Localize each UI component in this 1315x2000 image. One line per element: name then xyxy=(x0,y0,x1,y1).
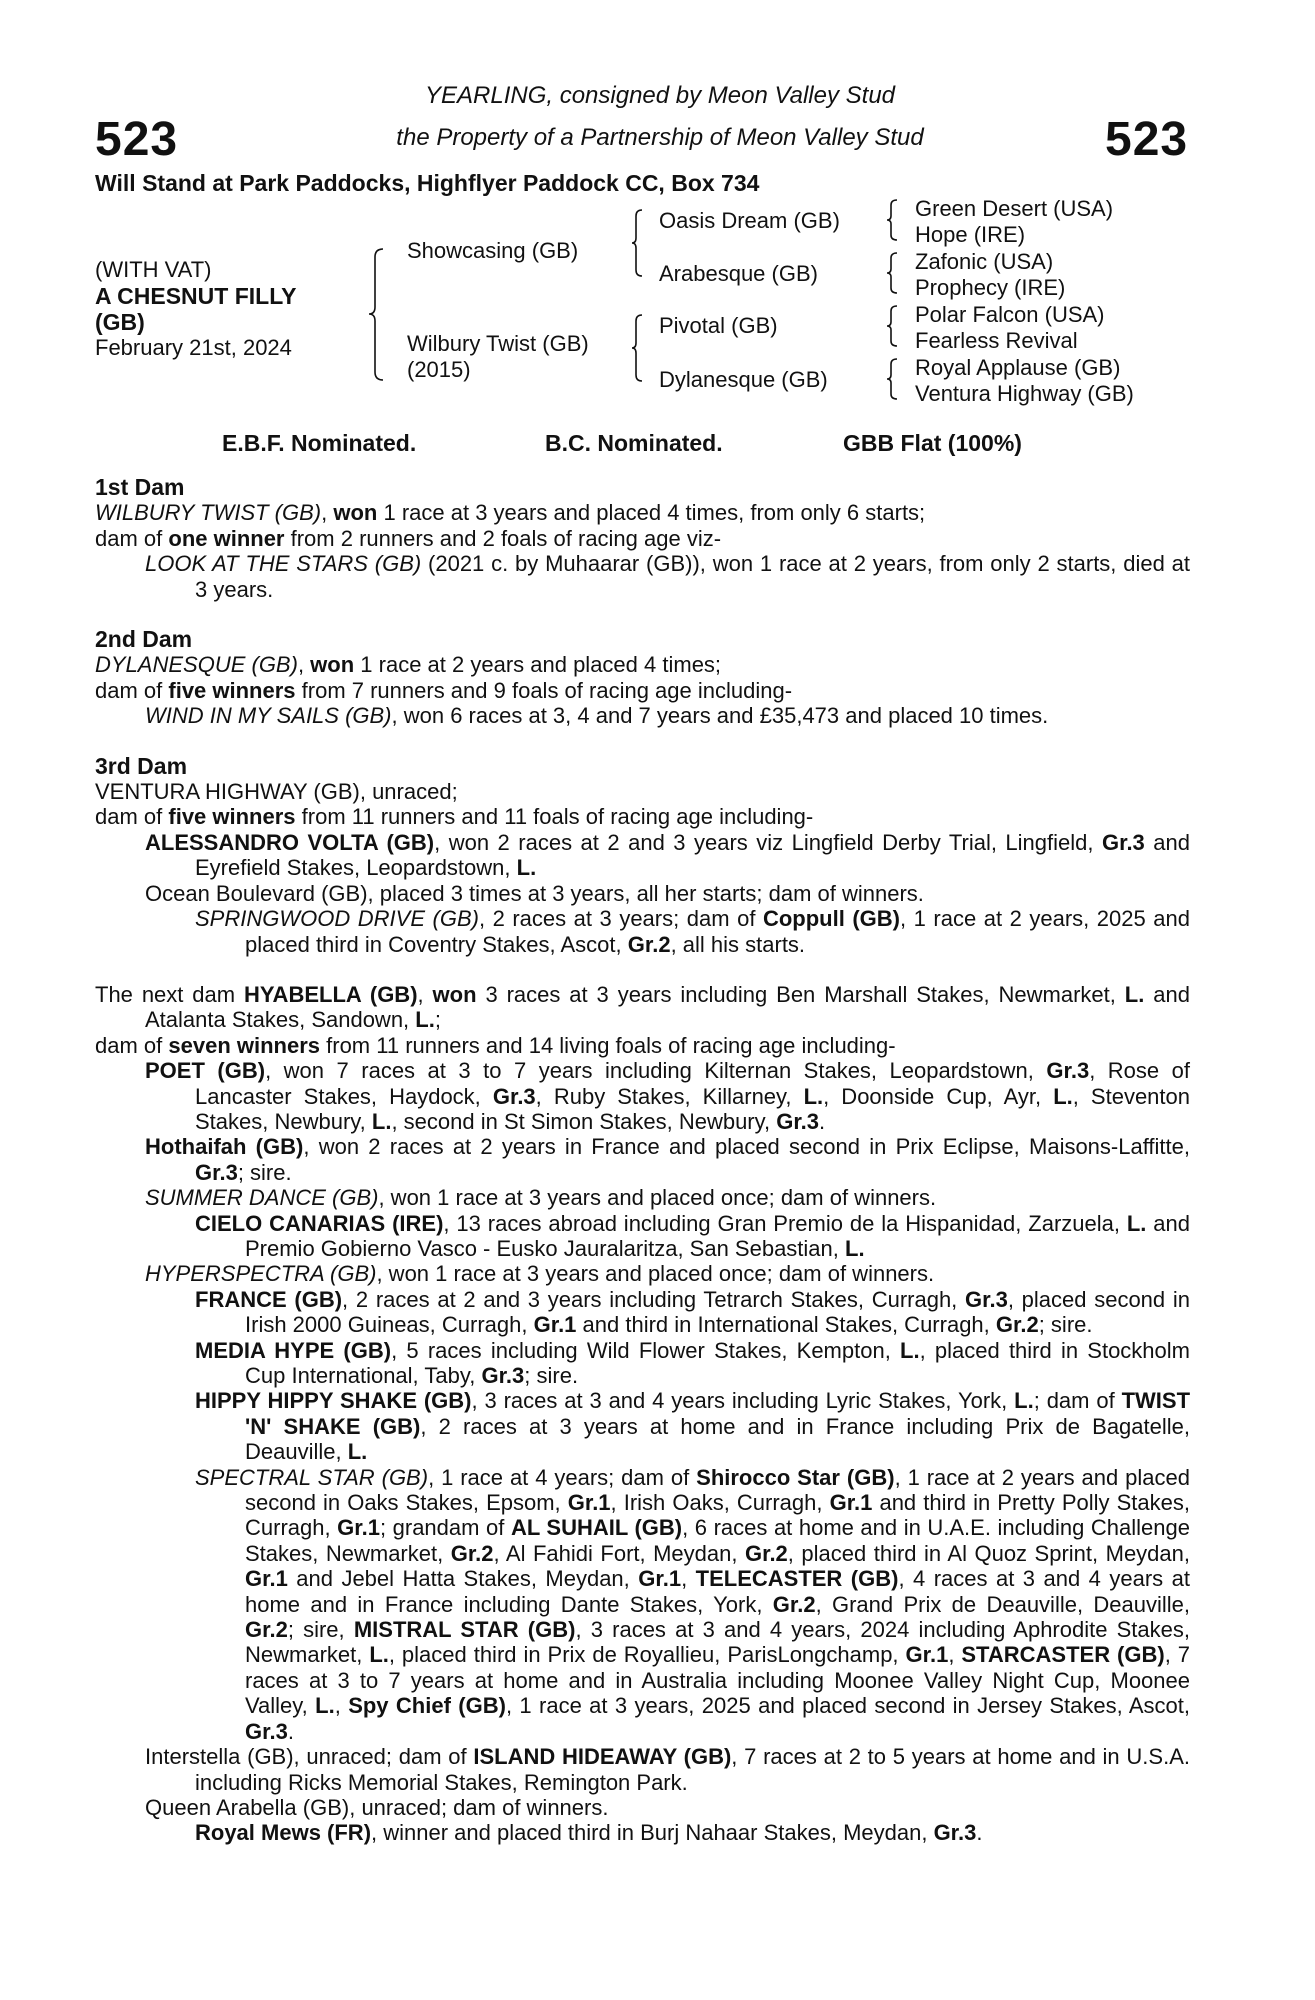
third-dam-produce: dam of five winners from 11 runners and 11 foals of racing age including- xyxy=(95,804,814,830)
first-dam-heading: 1st Dam xyxy=(95,474,185,500)
horse-origin: (GB) xyxy=(95,309,145,335)
property-line: the Property of a Partnership of Meon Valley Stud xyxy=(396,124,924,151)
grandfoal-media-hype: MEDIA HYPE (GB), 5 races including Wild Flower Stakes, Kempton, L., placed third in Stockholm Cup International, Taby, Gr.3; sire. xyxy=(195,1337,1190,1388)
sire-sire: Oasis Dream (GB) xyxy=(659,208,840,233)
third-dam-heading: 3rd Dam xyxy=(95,752,188,779)
sire-name: Showcasing (GB) xyxy=(407,238,579,263)
first-dam-produce: dam of one winner from 2 runners and 2 foals of racing age viz- xyxy=(95,525,722,551)
dds: Royal Applause (GB) xyxy=(915,355,1121,380)
bracket-gen1 xyxy=(367,247,387,382)
next-dam-produce: dam of seven winners from 11 runners and 14 living foals of racing age including- xyxy=(95,1032,896,1058)
third-dam-grandfoal-springwood: SPRINGWOOD DRIVE (GB), 2 races at 3 years; dam of Coppull (GB), 1 race at 2 years, 2025 and placed third in Coventry Stakes, Ascot, Gr.2, all his starts. xyxy=(195,906,1190,957)
bracket-dd xyxy=(885,357,901,401)
foal-poet: POET (GB), won 7 races at 3 to 7 years including Kilternan Stakes, Leopardstown, Gr.3, Rose of Lancaster Stakes, Haydock, Gr.3, Ruby Stakes, Killarney, L., Doonside Cup, Ayr, L., Steventon Stakes, Newbury, L., second in St Simon Stakes, Newbury, Gr.3. xyxy=(145,1058,1191,1134)
first-dam-line: WILBURY TWIST (GB), won 1 race at 3 years and placed 4 times, from only 6 starts; xyxy=(95,500,926,526)
pedigree-table xyxy=(95,196,1215,420)
bracket-ds xyxy=(885,304,901,348)
bracket-sire xyxy=(630,208,646,278)
dss: Polar Falcon (USA) xyxy=(915,302,1105,327)
dam-year: (2015) xyxy=(407,357,471,382)
horse-name: A CHESNUT FILLY xyxy=(95,283,297,309)
ssd: Hope (IRE) xyxy=(915,222,1026,247)
third-dam-foal-ocean: Ocean Boulevard (GB), placed 3 times at 3 years, all her starts; dam of winners. xyxy=(145,880,924,906)
bracket-sd xyxy=(885,251,901,295)
gbb-flat: GBB Flat (100%) xyxy=(843,430,1022,456)
grandfoal-hippy-hippy-shake: HIPPY HIPPY SHAKE (GB), 3 races at 3 and 4 years including Lyric Stakes, York, L.; dam of TWIST 'N' SHAKE (GB), 2 races at 3 years at home and in France including Prix de Bagatelle, Deauville, L. xyxy=(195,1388,1191,1465)
sds: Zafonic (USA) xyxy=(915,249,1054,274)
dam-dam: Dylanesque (GB) xyxy=(659,367,828,392)
foal-hyperspectra: HYPERSPECTRA (GB), won 1 race at 3 years and placed once; dam of winners. xyxy=(145,1261,935,1287)
second-dam-foal: WIND IN MY SAILS (GB), won 6 races at 3, 4 and 7 years and £35,473 and placed 10 times. xyxy=(145,703,1049,729)
dam-name: Wilbury Twist (GB) xyxy=(407,331,589,356)
sss: Green Desert (USA) xyxy=(915,196,1114,221)
lot-number-left: 523 xyxy=(95,113,179,166)
foal-queen-arabella: Queen Arabella (GB), unraced; dam of winners. xyxy=(145,1794,609,1820)
ddd: Ventura Highway (GB) xyxy=(915,381,1134,406)
next-dam-line: The next dam HYABELLA (GB), won 3 races at 3 years including Ben Marshall Stakes, Newmarket, L. and Atalanta Stakes, Sandown, L.; xyxy=(95,981,1190,1033)
third-dam-line: VENTURA HIGHWAY (GB), unraced; xyxy=(95,779,458,805)
second-dam-line: DYLANESQUE (GB), won 1 race at 2 years and placed 4 times; xyxy=(95,652,722,678)
second-dam-produce: dam of five winners from 7 runners and 9 foals of racing age including- xyxy=(95,677,793,703)
grandfoal-spectral-star: SPECTRAL STAR (GB), 1 race at 4 years; dam of Shirocco Star (GB), 1 race at 2 years and placed second in Oaks Stakes, Epsom, Gr.1, Irish Oaks, Curragh, Gr.1 and third in Pretty Polly Stakes, Curragh, Gr.1; grandam of AL SUHAIL (GB), 6 races at home and in U.A.E. including Challenge Stakes, Newmarket, Gr.2, Al Fahidi Fort, Meydan, Gr.2, placed third in Al Quoz Sprint, Meydan, Gr.1 and Jebel Hatta Stakes, Meydan, Gr.1, TELECASTER (GB), 4 races at 3 and 4 years at home and in France including Dante Stakes, York, Gr.2, Grand Prix de Deauville, Deauville, Gr.2; sire, MISTRAL STAR (GB), 3 races at 3 and 4 years, 2024 including Aphrodite Stakes, Newmarket, L., placed third in Prix de Royallieu, ParisLongchamp, Gr.1, STARCASTER (GB), 7 races at 3 to 7 years at home and in Australia including Moonee Valley Night Cup, Moonee Valley, L., Spy Chief (GB), 1 race at 3 years, 2025 and placed second in Jersey Stakes, Ascot, Gr.3. xyxy=(195,1464,1191,1744)
ebf-nomination: E.B.F. Nominated. xyxy=(222,430,417,456)
foaling-date: February 21st, 2024 xyxy=(95,335,292,360)
sire-dam: Arabesque (GB) xyxy=(659,261,818,286)
bc-nomination: B.C. Nominated. xyxy=(545,430,723,456)
dsd: Fearless Revival xyxy=(915,328,1078,353)
lot-number-right: 523 xyxy=(1105,113,1189,166)
dam-sire: Pivotal (GB) xyxy=(659,313,778,338)
bracket-dam xyxy=(630,313,646,383)
sdd: Prophecy (IRE) xyxy=(915,275,1066,300)
first-dam-foal: LOOK AT THE STARS (GB) (2021 c. by Muhaarar (GB)), won 1 race at 2 years, from only 2 starts, died at 3 years. xyxy=(145,551,1190,602)
grandfoal-cielo-canarias: CIELO CANARIAS (IRE), 13 races abroad including Gran Premio de la Hispanidad, Zarzuela, L. and Premio Gobierno Vasco - Eusko Jauralaritza, San Sebastian, L. xyxy=(195,1210,1191,1261)
third-dam-foal-volta: ALESSANDRO VOLTA (GB), won 2 races at 2 and 3 years viz Lingfield Derby Trial, Lingfield, Gr.3 and Eyrefield Stakes, Leopardstown, L. xyxy=(145,829,1190,881)
foal-hothaifah: Hothaifah (GB), won 2 races at 2 years in France and placed second in Prix Eclipse, Maisons-Laffitte, Gr.3; sire. xyxy=(145,1134,1191,1185)
venue-line: Will Stand at Park Paddocks, Highflyer Paddock CC, Box 734 xyxy=(95,170,760,196)
catalogue-body xyxy=(95,475,1190,1846)
grandfoal-france: FRANCE (GB), 2 races at 2 and 3 years including Tetrarch Stakes, Curragh, Gr.3, placed second in Irish 2000 Guineas, Curragh, Gr.1 and third in International Stakes, Curragh, Gr.2; sire. xyxy=(195,1286,1190,1338)
grandfoal-royal-mews: Royal Mews (FR), winner and placed third in Burj Nahaar Stakes, Meydan, Gr.3. xyxy=(195,1820,983,1846)
vat-note: (WITH VAT) xyxy=(95,257,212,282)
second-dam-heading: 2nd Dam xyxy=(95,626,193,653)
bracket-ss xyxy=(885,198,901,242)
foal-interstella: Interstella (GB), unraced; dam of ISLAND HIDEAWAY (GB), 7 races at 2 to 5 years at home and in U.S.A. including Ricks Memorial Stakes, Remington Park. xyxy=(145,1744,1190,1795)
consignment-line: YEARLING, consigned by Meon Valley Stud xyxy=(424,82,896,109)
foal-summer-dance: SUMMER DANCE (GB), won 1 race at 3 years and placed once; dam of winners. xyxy=(145,1185,937,1211)
